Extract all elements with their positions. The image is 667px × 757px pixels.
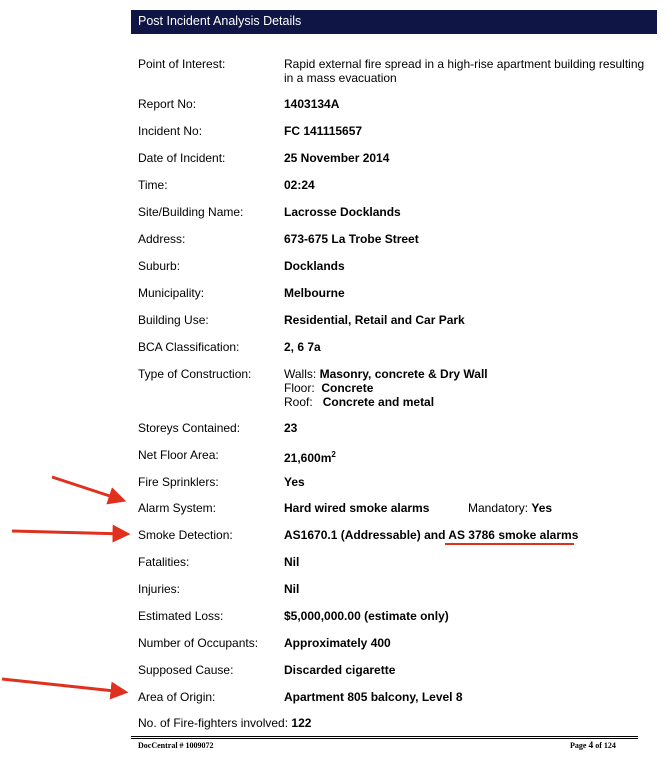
label-construction: Type of Construction: [138, 367, 252, 381]
mandatory-value: Yes [531, 501, 553, 515]
label-incident-no: Incident No: [138, 124, 203, 138]
value-report-no: 1403134A [284, 97, 340, 111]
value-municipality: Melbourne [284, 286, 345, 300]
value-incident-no: FC 141115657 [284, 124, 363, 138]
label-floor-area: Net Floor Area: [138, 448, 219, 462]
arrow-alarm-system [52, 477, 122, 500]
value-time: 02:24 [284, 178, 315, 192]
value-area-of-origin: Apartment 805 balcony, Level 8 [284, 690, 463, 704]
page-current: 4 [588, 741, 594, 751]
label-sprinklers: Fire Sprinklers: [138, 475, 219, 489]
poi-line-2: in a mass evacuation [284, 71, 397, 85]
value-storeys: 23 [284, 421, 298, 435]
floor-value: Concrete [321, 381, 374, 395]
value-suburb: Docklands [284, 259, 345, 273]
value-supposed-cause: Discarded cigarette [284, 663, 396, 677]
floor-label: Floor: [284, 381, 315, 395]
walls-value: Masonry, concrete & Dry Wall [319, 367, 488, 381]
roof-label: Roof: [284, 395, 313, 409]
value-firefighters: 122 [291, 716, 312, 730]
label-site: Site/Building Name: [138, 205, 244, 219]
label-municipality: Municipality: [138, 286, 205, 300]
label-building-use: Building Use: [138, 313, 209, 327]
value-site: Lacrosse Docklands [284, 205, 401, 219]
value-building-use: Residential, Retail and Car Park [284, 313, 465, 327]
value-fatalities: Nil [284, 555, 300, 569]
value-bca: 2, 6 7a [284, 340, 321, 354]
walls-label: Walls: [284, 367, 317, 381]
label-bca: BCA Classification: [138, 340, 240, 354]
value-address: 673-675 La Trobe Street [284, 232, 419, 246]
value-alarm-system: Hard wired smoke alarms [284, 501, 430, 515]
mandatory-label: Mandatory: [468, 501, 529, 515]
label-estimated-loss: Estimated Loss: [138, 609, 224, 623]
label-occupants: Number of Occupants: [138, 636, 259, 650]
label-fatalities: Fatalities: [138, 555, 190, 569]
value-smoke-detection: AS1670.1 (Addressable) and AS 3786 smoke alarms [284, 528, 579, 542]
poi-line-1: Rapid external fire spread in a high-rise apartment building resulting [284, 57, 645, 71]
page-prefix: Page [570, 741, 587, 750]
label-point-of-interest: Point of Interest: [138, 57, 226, 71]
label-smoke-detection: Smoke Detection: [138, 528, 233, 542]
floor-area-number: 21,600m [284, 451, 332, 465]
firefighters-label-text: No. of Fire-fighters involved: [138, 716, 289, 730]
value-occupants: Approximately 400 [284, 636, 391, 650]
value-date: 25 November 2014 [284, 151, 390, 165]
label-storeys: Storeys Contained: [138, 421, 241, 435]
label-time: Time: [138, 178, 168, 192]
arrow-smoke-detection [12, 531, 126, 534]
label-supposed-cause: Supposed Cause: [138, 663, 234, 677]
label-suburb: Suburb: [138, 259, 181, 273]
roof-value: Concrete and metal [322, 395, 435, 409]
label-injuries: Injuries: [138, 582, 181, 596]
value-estimated-loss: $5,000,000.00 (estimate only) [284, 609, 449, 623]
label-date: Date of Incident: [138, 151, 226, 165]
label-address: Address: [138, 232, 186, 246]
floor-area-superscript: 2 [331, 450, 336, 459]
label-report-no: Report No: [138, 97, 197, 111]
label-alarm-system: Alarm System: [138, 501, 217, 515]
page-of: of [595, 741, 602, 750]
footer-doc-id: DocCentral # 1009072 [138, 741, 214, 750]
value-sprinklers: Yes [284, 475, 305, 489]
value-injuries: Nil [284, 582, 300, 596]
label-area-of-origin: Area of Origin: [138, 690, 216, 704]
section-title: Post Incident Analysis Details [138, 14, 302, 28]
arrow-area-of-origin [2, 679, 124, 692]
page-total: 124 [603, 741, 616, 750]
